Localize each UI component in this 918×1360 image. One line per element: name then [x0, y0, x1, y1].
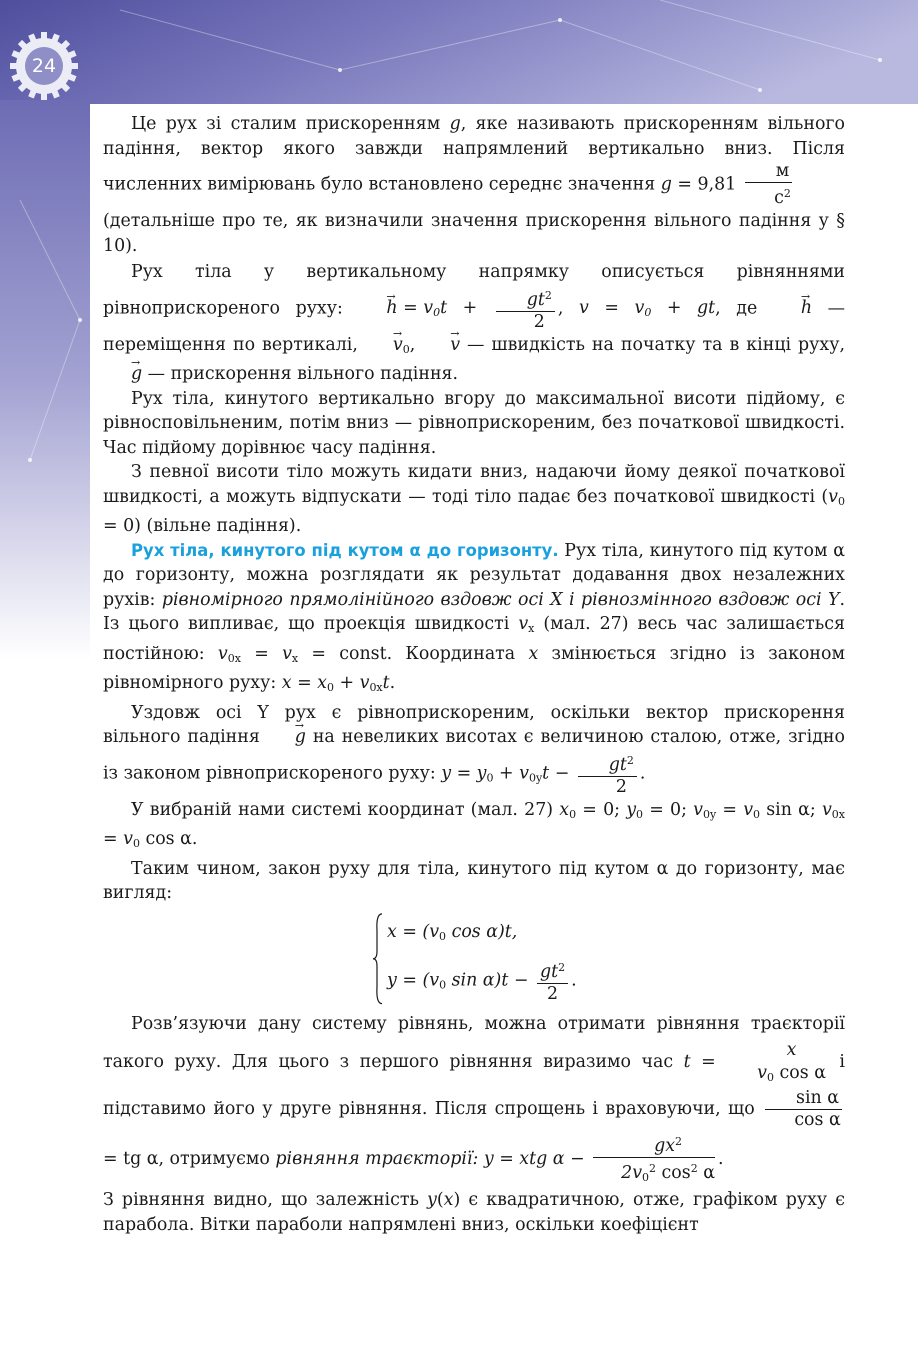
section-heading: Рух тіла, кинутого під кутом α до горизонту. [131, 540, 559, 560]
unit-fraction: м $с^2$ [745, 161, 793, 209]
paragraph-9: Розв’язуючи дану систему рівнянь, можна отримати рівняння траєкторії такого руху. Для цього з першого рівняння виразимо час t = x $v_0$ cos α і підставимо його у друге рівняння. Після спрощень і враховуючи, що $\frac{\text{sin α}}{\text{cos α}}$ = tg α, отримуємо рівняння траєкторії: y = xtg α − $\frac{gx^2}{2v_0^2 \cos^2 \alpha}$ . [103, 1011, 845, 1188]
paragraph-2: Рух тіла у вертикальному напрямку описується рівняннями рівноприскореного руху: → $h = v_0t$ + $\frac{gt^2}{2}$ , $v = v_0$ + gt, де → h — переміщення по вертикалі, → $v_0$, → v — швидкість на початку та в кінці руху, → g — прискорення вільного падіння. [103, 260, 845, 387]
paragraph-8: Таким чином, закон руху для тіла, кинутого під кутом α до горизонту, має вигляд: [103, 858, 845, 903]
equation-fraction: $\frac{gt^2}{2}$ [578, 750, 637, 798]
equation-fraction: $\frac{gt^2}{2}$ [496, 285, 555, 333]
equation-fraction: $\frac{\text{sin α}}{\text{cos α}}$ [765, 1088, 842, 1131]
paragraph-4: З певної висоти тіло можуть кидати вниз, надаючи йому деякої початкової швидкості, а можуть відпускати — тоді тіло падає без початкової швидкості $(v_0 = 0)$ (вільне падіння). [103, 462, 845, 536]
paragraph-1: Це рух зі сталим прискоренням g, яке називають прискоренням вільного падіння, вектор якого завжди напрямлений вертикально вниз. Після численних вимірювань було встановлено середнє значення g = 9,81 м $с^2$ (детальніше про те, як визначили значення прискорення вільного падіння у § 10). [103, 114, 845, 256]
system-row-x: $x = (v_0$ cos α)t, [387, 921, 518, 943]
equation-fraction: x $v_0$ cos α [757, 1040, 826, 1084]
brace-icon [373, 912, 383, 1006]
paragraph-10: З рівняння видно, що залежність y(x) є квадратичною, отже, графіком руху є парабола. Вітки параболи напрямлені вниз, оскільки коефіцієнт [103, 1190, 846, 1235]
paragraph-5: Рух тіла, кинутого під кутом α до горизонту. Рух тіла, кинутого під кутом α до горизонту, можна розглядати як результат додавання двох незалежних рухів: рівномірного прямолінійного вздовж осі X і рівнозмінного вздовж осі Y. Із цього випливає, що проекція швидкості $v_x$ (мал. 27) весь час залишається постійною: $v_{0x} = v_x$ = const. Координата x змінюється згідно із законом рівномірного руху: $x = x_0 + v_{0x}t$. [103, 540, 845, 694]
page-number: 24 [31, 55, 57, 77]
trajectory-fraction: $\frac{gx^2}{2v_0^2 \cos^2 \alpha}$ [593, 1131, 715, 1188]
paragraph-7: У вибраній нами системі координат (мал. 27) $x_0 = 0$; $y_0 = 0$; $v_{0y} = v_0$ sin α; $v_{0x} = v_0$ cos α. [103, 799, 845, 850]
equation-fraction: $\frac{gt^2}{2}$ [537, 957, 568, 1005]
equation-system [373, 912, 577, 1006]
paragraph-3: Рух тіла, кинутого вертикально вгору до максимальної висоти підйому, є рівносповільненим, потім вниз — рівноприскореним, без початкової швидкості. Час підйому дорівнює часу падіння. [103, 388, 845, 458]
text-content [103, 112, 845, 1237]
paragraph-6: Уздовж осі Y рух є рівноприскореним, оскільки вектор прискорення вільного падіння → g на невеликих висотах є величиною сталою, отже, згідно із законом рівноприскореного руху: $y = y_0 + v_{0y}t$ − $\frac{gt^2}{2}$ . [103, 701, 845, 798]
system-row-y: $y = (v_0$ sin α)t − $\frac{gt^2}{2}$ . [387, 957, 577, 1006]
